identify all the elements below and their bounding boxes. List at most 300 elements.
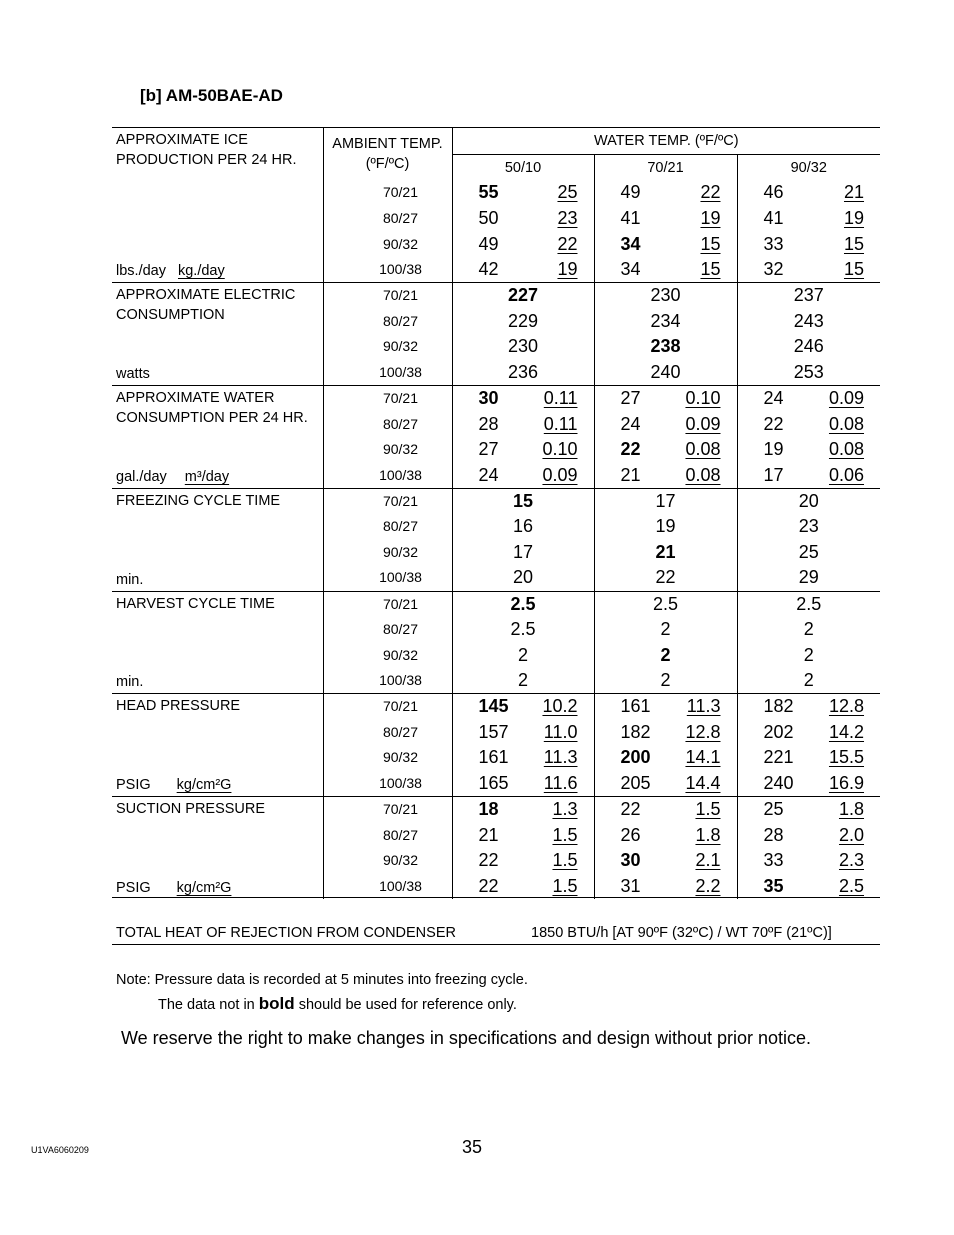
ambient-temp-value: 90/32 xyxy=(382,235,419,252)
value-metric: 15.5 xyxy=(828,747,865,768)
section-unit-primary: PSIG xyxy=(116,777,151,793)
value-cell xyxy=(737,514,880,540)
value-cell xyxy=(737,591,880,617)
value-single: 17 xyxy=(655,490,676,511)
section-title: HEAD PRESSURE xyxy=(116,698,241,715)
value-imperial: 28 xyxy=(763,824,784,845)
ambient-temp-value: 80/27 xyxy=(382,210,419,227)
value-imperial: 22 xyxy=(620,439,641,460)
ambient-temp-cell xyxy=(323,874,452,900)
value-imperial: 41 xyxy=(620,208,641,229)
value-cell xyxy=(452,565,594,591)
value-single: 25 xyxy=(798,541,819,562)
value-metric: 11.6 xyxy=(543,772,578,793)
ambient-temp-cell xyxy=(323,386,452,412)
value-cell xyxy=(737,540,880,566)
value-imperial: 31 xyxy=(620,875,641,896)
ambient-temp-cell xyxy=(323,617,452,643)
value-metric: 23 xyxy=(557,208,578,229)
value-cell xyxy=(594,617,737,643)
value-imperial: 35 xyxy=(763,875,784,896)
value-cell xyxy=(737,642,880,668)
ambient-temp-cell xyxy=(323,257,452,283)
value-cell xyxy=(452,231,594,257)
value-metric: 14.4 xyxy=(685,772,721,793)
water-temp-header: WATER TEMP. (ºF/ºC) xyxy=(452,128,880,155)
value-cell xyxy=(594,694,737,720)
value-cell xyxy=(737,206,880,232)
value-cell xyxy=(452,771,594,797)
value-cell xyxy=(452,488,594,514)
ambient-temp-value: 100/38 xyxy=(379,363,422,380)
value-imperial: 202 xyxy=(763,721,794,742)
ambient-temp-value: 80/27 xyxy=(382,312,419,329)
value-imperial: 157 xyxy=(478,721,509,742)
value-metric: 2.2 xyxy=(695,875,721,896)
ambient-temp-value: 80/27 xyxy=(382,723,419,740)
value-single: 23 xyxy=(798,516,819,537)
ambient-temp-cell xyxy=(323,540,452,566)
section-title: APPROXIMATE ICE PRODUCTION PER 24 HR. xyxy=(116,132,297,168)
value-cell xyxy=(594,771,737,797)
ambient-temp-cell xyxy=(323,642,452,668)
value-cell xyxy=(452,668,594,694)
value-single: 22 xyxy=(655,567,676,588)
value-cell xyxy=(452,257,594,283)
ambient-temp-cell xyxy=(323,437,452,463)
value-imperial: 49 xyxy=(478,233,499,254)
value-cell xyxy=(452,848,594,874)
section-label xyxy=(112,797,323,900)
value-metric: 19 xyxy=(557,259,578,280)
ambient-temp-cell xyxy=(323,591,452,617)
value-single: 2 xyxy=(803,619,814,640)
value-metric: 2.1 xyxy=(695,850,721,871)
header-label-cell xyxy=(112,128,323,181)
table-row xyxy=(112,180,880,206)
value-imperial: 22 xyxy=(620,799,641,820)
value-cell xyxy=(452,591,594,617)
value-metric: 0.09 xyxy=(685,413,721,434)
ambient-temp-cell xyxy=(323,360,452,386)
value-single: 2 xyxy=(660,670,671,691)
section-title: APPROXIMATE WATER CONSUMPTION PER 24 HR. xyxy=(116,390,308,426)
value-cell xyxy=(737,180,880,206)
ambient-temp-cell xyxy=(323,488,452,514)
value-cell xyxy=(452,745,594,771)
water-col-70-21: 70/21 xyxy=(594,155,737,181)
section-label xyxy=(112,180,323,283)
value-metric: 12.8 xyxy=(685,721,721,742)
ambient-temp-value: 90/32 xyxy=(382,543,419,560)
value-cell xyxy=(594,386,737,412)
value-metric: 14.2 xyxy=(828,721,865,742)
value-single: 240 xyxy=(650,361,681,382)
value-imperial: 50 xyxy=(478,208,499,229)
value-cell xyxy=(594,540,737,566)
ambient-temp-cell xyxy=(323,411,452,437)
ambient-temp-value: 70/21 xyxy=(382,390,419,407)
document-id: U1VA6060209 xyxy=(31,1145,89,1155)
ambient-temp-value: 80/27 xyxy=(382,826,419,843)
value-metric: 1.8 xyxy=(695,824,721,845)
value-imperial: 22 xyxy=(763,413,784,434)
table-row xyxy=(112,488,880,514)
value-imperial: 22 xyxy=(478,850,499,871)
value-single: 237 xyxy=(793,285,824,306)
note-line-2-bold: bold xyxy=(258,994,295,1013)
note-line-1: Note: Pressure data is recorded at 5 minutes into freezing cycle. xyxy=(116,972,528,988)
value-imperial: 27 xyxy=(620,388,641,409)
value-metric: 22 xyxy=(557,233,578,254)
value-metric: 0.08 xyxy=(685,439,721,460)
section-label xyxy=(112,488,323,591)
value-metric: 0.08 xyxy=(828,413,865,434)
value-metric: 15 xyxy=(700,259,721,280)
value-metric: 11.3 xyxy=(686,696,721,717)
ambient-temp-value: 100/38 xyxy=(379,877,422,894)
value-metric: 19 xyxy=(843,208,865,229)
value-imperial: 34 xyxy=(620,259,641,280)
section-unit-primary: lbs./day xyxy=(116,263,166,280)
ambient-temp-value: 80/27 xyxy=(382,621,419,638)
value-cell xyxy=(594,411,737,437)
value-cell xyxy=(594,231,737,257)
value-metric: 15 xyxy=(843,259,865,280)
value-single: 20 xyxy=(798,490,819,511)
value-single: 2 xyxy=(803,644,814,665)
section-label xyxy=(112,283,323,386)
value-metric: 0.10 xyxy=(685,388,721,409)
value-metric: 1.8 xyxy=(838,799,865,820)
value-cell xyxy=(594,591,737,617)
value-imperial: 182 xyxy=(620,721,651,742)
ambient-temp-value: 90/32 xyxy=(382,338,419,355)
value-cell xyxy=(594,283,737,309)
value-imperial: 32 xyxy=(763,259,784,280)
value-single: 227 xyxy=(507,285,539,306)
spec-table xyxy=(112,127,880,899)
section-unit-primary: min. xyxy=(116,674,144,691)
table-row xyxy=(112,797,880,823)
value-metric: 15 xyxy=(843,233,865,254)
value-imperial: 24 xyxy=(620,413,641,434)
ambient-temp-value: 90/32 xyxy=(382,441,419,458)
value-cell xyxy=(452,283,594,309)
ambient-temp-value: 100/38 xyxy=(379,774,422,791)
value-imperial: 24 xyxy=(478,464,499,485)
value-single: 2.5 xyxy=(510,593,536,614)
value-cell xyxy=(737,334,880,360)
value-cell xyxy=(737,463,880,489)
table-row xyxy=(112,694,880,720)
value-cell xyxy=(452,360,594,386)
value-imperial: 221 xyxy=(763,747,794,768)
section-title: APPROXIMATE ELECTRIC CONSUMPTION xyxy=(116,287,296,324)
section-unit xyxy=(116,365,150,383)
value-cell xyxy=(594,308,737,334)
value-cell xyxy=(452,694,594,720)
ambient-temp-value: 70/21 xyxy=(382,184,419,201)
value-single: 229 xyxy=(507,310,539,331)
value-cell xyxy=(452,874,594,900)
ambient-temp-value: 80/27 xyxy=(382,518,419,535)
ambient-temp-cell xyxy=(323,463,452,489)
value-imperial: 18 xyxy=(478,799,499,820)
ambient-temp-value: 100/38 xyxy=(379,466,422,483)
value-cell xyxy=(594,334,737,360)
value-cell xyxy=(452,206,594,232)
value-metric: 11.3 xyxy=(543,747,578,768)
value-imperial: 41 xyxy=(763,208,784,229)
value-metric: 0.08 xyxy=(828,439,865,460)
value-imperial: 182 xyxy=(763,696,794,717)
value-cell xyxy=(452,411,594,437)
value-imperial: 26 xyxy=(620,824,641,845)
value-cell xyxy=(452,719,594,745)
value-metric: 12.8 xyxy=(828,696,865,717)
value-cell xyxy=(594,437,737,463)
table-row xyxy=(112,283,880,309)
value-cell xyxy=(737,617,880,643)
value-cell xyxy=(594,848,737,874)
value-imperial: 25 xyxy=(763,799,784,820)
value-single: 2 xyxy=(517,644,528,665)
ambient-temp-cell xyxy=(323,848,452,874)
value-imperial: 30 xyxy=(620,850,641,871)
value-cell xyxy=(452,308,594,334)
ambient-temp-value: 70/21 xyxy=(382,801,419,818)
section-unit-metric: m³/day xyxy=(184,468,230,485)
value-single: 15 xyxy=(512,490,534,511)
table-row xyxy=(112,386,880,412)
value-cell xyxy=(737,745,880,771)
ambient-temp-value: 90/32 xyxy=(382,852,419,869)
ambient-temp-cell xyxy=(323,206,452,232)
value-cell xyxy=(594,719,737,745)
total-heat-label: TOTAL HEAT OF REJECTION FROM CONDENSER xyxy=(116,925,456,941)
total-heat-value: 1850 BTU/h [AT 90ºF (32ºC) / WT 70ºF (21ºC)] xyxy=(531,925,832,941)
value-cell xyxy=(594,565,737,591)
value-metric: 0.09 xyxy=(828,388,865,409)
value-cell xyxy=(594,642,737,668)
ambient-temp-value: 80/27 xyxy=(382,415,419,432)
value-metric: 0.08 xyxy=(685,464,721,485)
value-imperial: 240 xyxy=(763,772,794,793)
ambient-temp-header-line2: (ºF/ºC) xyxy=(365,156,410,172)
value-cell xyxy=(594,257,737,283)
value-imperial: 30 xyxy=(478,388,499,409)
section-unit xyxy=(116,262,225,280)
ambient-temp-cell xyxy=(323,308,452,334)
value-metric: 1.5 xyxy=(552,875,578,896)
value-metric: 14.1 xyxy=(685,747,721,768)
ambient-temp-cell xyxy=(323,668,452,694)
section-title: FREEZING CYCLE TIME xyxy=(116,492,281,509)
value-single: 238 xyxy=(650,336,681,357)
value-imperial: 200 xyxy=(620,747,651,768)
value-imperial: 21 xyxy=(620,464,641,485)
value-single: 2.5 xyxy=(510,619,536,640)
ambient-temp-value: 70/21 xyxy=(382,595,419,612)
value-single: 246 xyxy=(793,336,824,357)
value-cell xyxy=(594,514,737,540)
value-cell xyxy=(594,180,737,206)
page-number: 35 xyxy=(462,1137,483,1157)
ambient-temp-value: 100/38 xyxy=(379,569,422,586)
value-single: 230 xyxy=(507,336,539,357)
value-imperial: 24 xyxy=(763,388,784,409)
note-line-2-pre: The data not in xyxy=(158,997,255,1013)
ambient-temp-value: 90/32 xyxy=(382,646,419,663)
water-col-90-32: 90/32 xyxy=(790,159,827,176)
section-label xyxy=(112,591,323,694)
value-imperial: 49 xyxy=(620,182,641,203)
value-cell xyxy=(594,797,737,823)
value-single: 234 xyxy=(650,310,681,331)
table-row xyxy=(112,591,880,617)
value-cell xyxy=(737,257,880,283)
ambient-temp-cell xyxy=(323,180,452,206)
value-metric: 2.5 xyxy=(838,875,865,896)
value-cell xyxy=(737,668,880,694)
value-cell xyxy=(737,231,880,257)
reserve-notice: We reserve the right to make changes in specifications and design without prior notice. xyxy=(121,1028,812,1048)
value-imperial: 33 xyxy=(763,850,784,871)
value-imperial: 33 xyxy=(763,233,784,254)
value-imperial: 165 xyxy=(478,772,509,793)
ambient-temp-cell xyxy=(323,719,452,745)
ambient-temp-value: 70/21 xyxy=(382,698,419,715)
value-cell xyxy=(452,386,594,412)
section-unit-primary: watts xyxy=(116,366,150,382)
value-cell xyxy=(594,206,737,232)
section-label xyxy=(112,694,323,797)
value-cell xyxy=(737,797,880,823)
value-imperial: 27 xyxy=(478,439,499,460)
value-metric: 25 xyxy=(557,182,578,203)
value-cell xyxy=(452,514,594,540)
section-unit xyxy=(116,673,143,691)
value-cell xyxy=(737,848,880,874)
value-cell xyxy=(452,822,594,848)
value-cell xyxy=(594,822,737,848)
ambient-temp-cell xyxy=(323,514,452,540)
value-metric: 1.5 xyxy=(695,799,721,820)
value-cell xyxy=(737,771,880,797)
value-metric: 1.5 xyxy=(552,850,578,871)
value-imperial: 161 xyxy=(478,747,509,768)
value-cell xyxy=(737,488,880,514)
value-metric: 1.3 xyxy=(552,799,578,820)
value-cell xyxy=(737,386,880,412)
value-metric: 22 xyxy=(700,182,721,203)
value-cell xyxy=(594,488,737,514)
section-unit-metric: kg/cm²G xyxy=(176,880,232,897)
ambient-temp-header-line1: AMBIENT TEMP. xyxy=(332,136,443,152)
value-cell xyxy=(452,797,594,823)
value-single: 16 xyxy=(512,516,534,537)
value-cell xyxy=(737,437,880,463)
value-single: 20 xyxy=(512,567,534,588)
value-cell xyxy=(737,822,880,848)
ambient-temp-cell xyxy=(323,797,452,823)
value-imperial: 17 xyxy=(763,464,784,485)
value-single: 2.5 xyxy=(796,593,822,614)
section-unit xyxy=(116,468,229,486)
value-cell xyxy=(737,308,880,334)
ambient-temp-value: 70/21 xyxy=(382,492,419,509)
section-unit-primary: min. xyxy=(116,571,144,588)
value-cell xyxy=(737,565,880,591)
value-metric: 0.11 xyxy=(543,388,578,409)
value-imperial: 46 xyxy=(763,182,784,203)
value-imperial: 34 xyxy=(620,233,641,254)
value-imperial: 21 xyxy=(478,824,499,845)
value-metric: 10.2 xyxy=(542,696,578,717)
value-metric: 0.10 xyxy=(542,439,578,460)
value-single: 2 xyxy=(660,619,671,640)
value-single: 17 xyxy=(512,541,534,562)
value-single: 2 xyxy=(660,644,671,665)
section-unit-metric: kg/cm²G xyxy=(176,777,232,793)
value-metric: 16.9 xyxy=(828,772,865,793)
value-single: 2 xyxy=(517,670,528,691)
value-metric: 0.06 xyxy=(828,464,865,485)
section-unit xyxy=(116,776,231,794)
value-imperial: 161 xyxy=(620,696,651,717)
value-single: 29 xyxy=(798,567,819,588)
value-single: 236 xyxy=(507,361,539,382)
table-bottom-rule xyxy=(112,897,880,898)
ambient-temp-cell xyxy=(323,334,452,360)
ambient-temp-value: 100/38 xyxy=(379,672,422,689)
value-single: 2 xyxy=(803,670,814,691)
value-imperial: 145 xyxy=(478,696,509,717)
value-cell xyxy=(452,463,594,489)
value-metric: 2.3 xyxy=(838,850,865,871)
section-unit-metric: kg./day xyxy=(177,263,225,280)
value-cell xyxy=(452,437,594,463)
value-single: 253 xyxy=(793,361,824,382)
section-label xyxy=(112,386,323,489)
value-cell xyxy=(737,719,880,745)
header-row-1 xyxy=(112,128,880,155)
ambient-temp-cell xyxy=(323,565,452,591)
ambient-temp-value: 70/21 xyxy=(382,287,419,304)
value-cell xyxy=(737,874,880,900)
value-single: 19 xyxy=(655,516,676,537)
ambient-temp-value: 100/38 xyxy=(379,261,422,278)
value-cell xyxy=(452,540,594,566)
value-cell xyxy=(737,694,880,720)
section-unit xyxy=(116,879,231,897)
value-imperial: 42 xyxy=(478,259,499,280)
value-single: 243 xyxy=(793,310,824,331)
value-imperial: 55 xyxy=(478,182,499,203)
value-metric: 2.0 xyxy=(838,824,865,845)
ambient-temp-cell xyxy=(323,822,452,848)
value-cell xyxy=(452,180,594,206)
value-single: 230 xyxy=(650,285,681,306)
section-unit-primary: PSIG xyxy=(116,880,151,897)
value-imperial: 22 xyxy=(478,875,499,896)
total-bottom-rule xyxy=(112,944,880,945)
water-col-50-10: 50/10 xyxy=(452,155,594,181)
value-cell xyxy=(737,283,880,309)
section-unit xyxy=(116,571,143,589)
value-metric: 1.5 xyxy=(552,824,578,845)
